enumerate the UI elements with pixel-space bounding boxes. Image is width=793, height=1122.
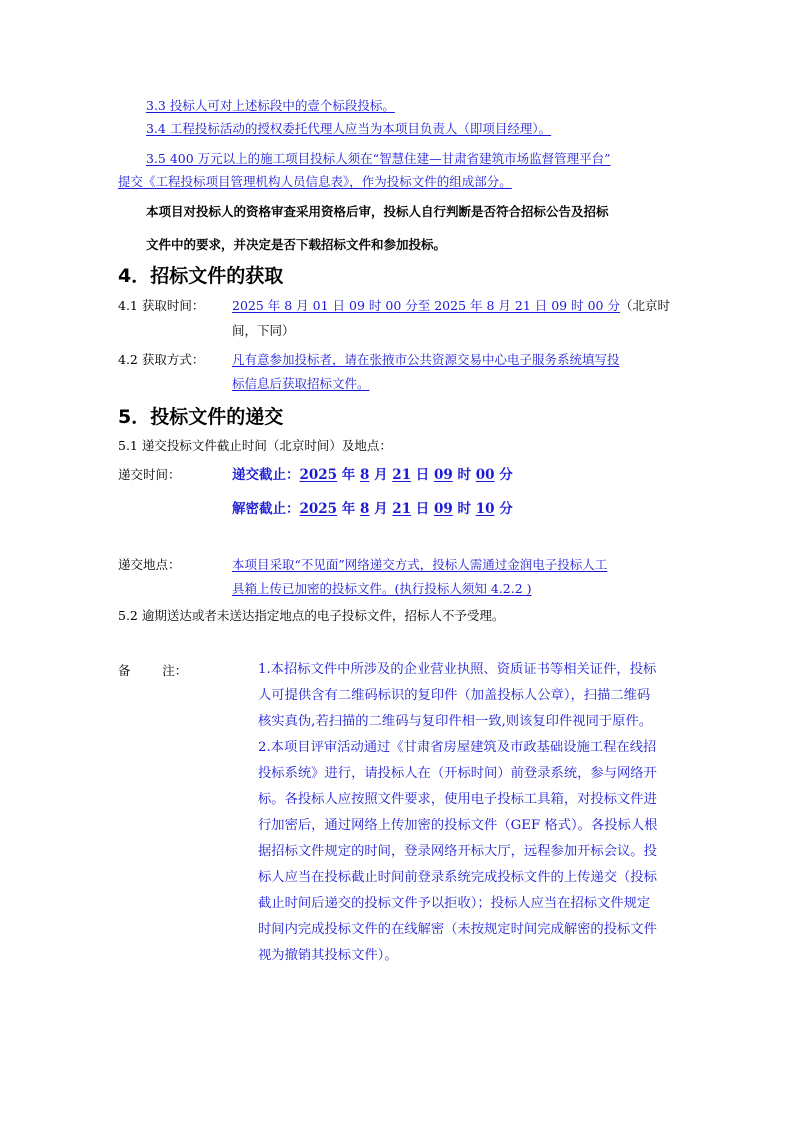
deadline-year: 2025 xyxy=(299,467,338,483)
remarks-line: 视为撤销其投标文件）。 xyxy=(258,948,398,963)
deadline-month: 8 xyxy=(359,467,370,483)
remarks-line: 投标系统》进行，请投标人在（开标时间）前登录系统，参与网络开 xyxy=(258,766,657,781)
remarks-body xyxy=(258,657,657,969)
decrypt-minute-unit: 分 xyxy=(499,501,513,517)
deadline-minute-unit: 分 xyxy=(499,467,513,483)
decrypt-hour: 09 xyxy=(434,501,453,517)
remarks-line: 2.本项目评审活动通过《甘肃省房屋建筑及市政基础设施工程在线招 xyxy=(258,740,657,755)
remarks-line: 标人应当在投标截止时间前登录系统完成投标文件的上传递交（投标 xyxy=(258,870,657,885)
item-3-5-line1: 3.5 400 万元以上的施工项目投标人须在“智慧住建—甘肃省建筑市场监督管理平台” xyxy=(146,151,611,166)
obtain-method-line1: 凡有意参加投标者，请在张掖市公共资源交易中心电子服务系统填写投 xyxy=(232,352,620,367)
qualification-note-line2: 文件中的要求，并决定是否下载招标文件和参加投标。 xyxy=(146,237,447,252)
remarks-line: 时间内完成投标文件的在线解密（未按规定时间完成解密的投标文件 xyxy=(258,922,657,937)
submit-time-label: 递交时间： xyxy=(118,467,181,482)
decrypt-day-unit: 日 xyxy=(415,501,430,517)
item-3-5-line2: 提交《工程投标项目管理机构人员信息表》，作为投标文件的组成部分。 xyxy=(118,174,512,189)
decrypt-label: 解密截止： xyxy=(232,501,300,517)
deadline-hour-unit: 时 xyxy=(457,467,471,483)
item-3-4: 3.4 工程投标活动的授权委托代理人应当为本项目负责人（即项目经理）。 xyxy=(146,121,552,136)
remarks-line: 行加密后，通过网络上传加密的投标文件（GEF 格式）。各投标人根 xyxy=(258,818,658,833)
obtain-method-line2: 标信息后获取招标文件。 xyxy=(232,376,370,391)
remarks-line: 人可提供含有二维码标识的复印件（加盖投标人公章），扫描二维码 xyxy=(258,688,651,703)
decrypt-month-unit: 月 xyxy=(374,501,388,517)
obtain-time-label: 4.1 获取时间： xyxy=(118,298,205,313)
submission-intro: 5.1 递交投标文件截止时间（北京时间）及地点： xyxy=(118,438,392,453)
deadline-line xyxy=(232,466,513,484)
remarks-line: 据招标文件规定的时间，登录网络开标大厅，远程参加开标会议。投 xyxy=(258,844,657,859)
remarks-line: 标。各投标人应按照文件要求，使用电子投标工具箱，对投标文件进 xyxy=(258,792,657,807)
submit-place-line2: 具箱上传已加密的投标文件。(执行投标人须知 4.2.2 ) xyxy=(232,581,532,596)
deadline-hour: 09 xyxy=(434,467,453,483)
deadline-month-unit: 月 xyxy=(374,467,388,483)
decrypt-day: 21 xyxy=(392,501,412,517)
section-4-heading: 4．招标文件的获取 xyxy=(118,265,284,287)
decrypt-year-unit: 年 xyxy=(341,501,356,517)
submit-place-line1: 本项目采取“不见面”网络递交方式，投标人需通过金润电子投标人工 xyxy=(232,557,608,572)
qualification-note-line1: 本项目对投标人的资格审查采用资格后审，投标人自行判断是否符合招标公告及招标 xyxy=(146,204,609,219)
decrypt-line xyxy=(232,500,513,518)
remarks-line: 截止时间后递交的投标文件予以拒收）；投标人应当在招标文件规定 xyxy=(258,896,651,911)
decrypt-year: 2025 xyxy=(299,501,338,517)
obtain-time-suffix-line2: 间，下同） xyxy=(232,323,295,338)
remarks-line: 核实真伪,若扫描的二维码与复印件相一致,则该复印件视同于原件。 xyxy=(258,714,653,729)
submit-place-label: 递交地点： xyxy=(118,557,181,572)
obtain-method-label: 4.2 获取方式： xyxy=(118,352,205,367)
deadline-minute: 00 xyxy=(475,467,495,483)
late-submission-note: 5.2 逾期送达或者未送达指定地点的电子投标文件，招标人不予受理。 xyxy=(118,608,505,623)
deadline-day: 21 xyxy=(392,467,412,483)
deadline-label: 递交截止： xyxy=(232,467,300,483)
deadline-day-unit: 日 xyxy=(415,467,430,483)
decrypt-hour-unit: 时 xyxy=(457,501,471,517)
obtain-time-suffix-line1: （北京时 xyxy=(620,298,671,313)
item-3-3: 3.3 投标人可对上述标段中的壹个标段投标。 xyxy=(146,98,395,113)
remarks-label: 备 注： xyxy=(118,663,188,678)
decrypt-minute: 10 xyxy=(475,501,495,517)
remarks-line: 1.本招标文件中所涉及的企业营业执照、资质证书等相关证件，投标 xyxy=(258,662,657,677)
deadline-year-unit: 年 xyxy=(341,467,356,483)
section-5-heading: 5．投标文件的递交 xyxy=(118,406,284,428)
decrypt-month: 8 xyxy=(359,501,370,517)
obtain-time-value: 2025 年 8 月 01 日 09 时 00 分至 2025 年 8 月 21 日 09 时 00 分 xyxy=(232,298,620,313)
